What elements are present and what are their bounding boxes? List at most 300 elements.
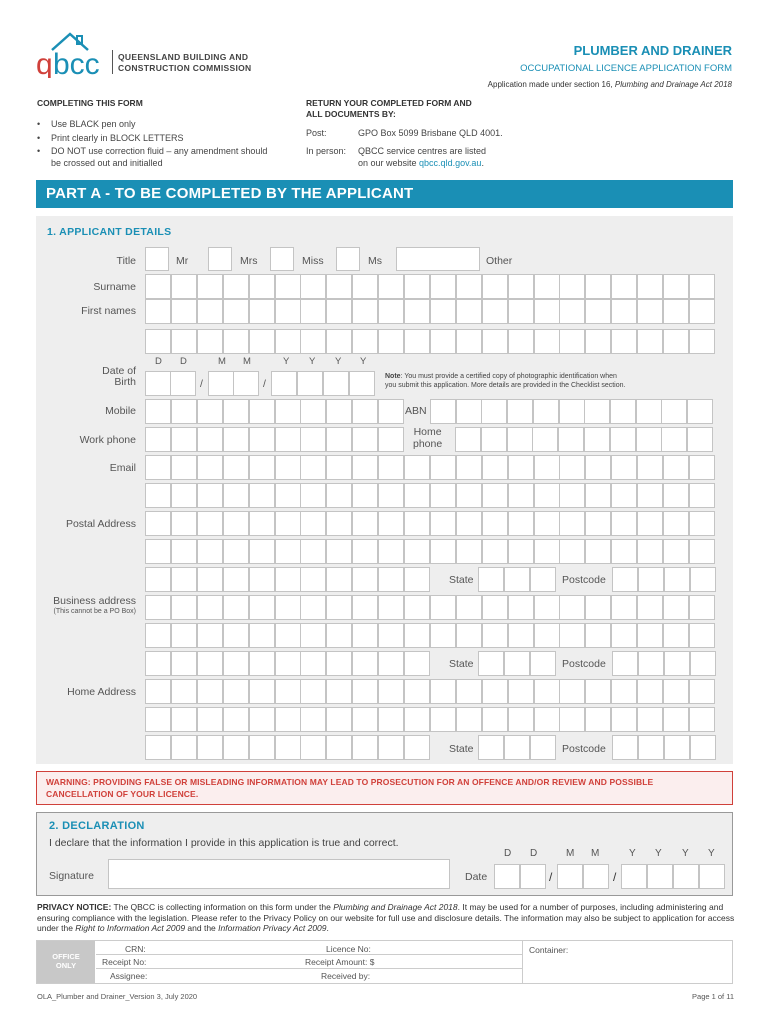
business-address-char-box[interactable] (663, 595, 689, 620)
home-address-char-box[interactable] (197, 735, 223, 760)
first-names-char-box[interactable] (508, 329, 534, 354)
business-address-char-box[interactable] (223, 623, 249, 648)
home-state-box[interactable] (478, 735, 504, 760)
abn-char-box[interactable] (559, 399, 585, 424)
postal-address-char-box[interactable] (249, 539, 275, 564)
home-address-char-box[interactable] (300, 679, 326, 704)
postal-address-char-box[interactable] (275, 567, 301, 592)
abn-char-box[interactable] (687, 399, 713, 424)
abn-char-box[interactable] (507, 399, 533, 424)
work-phone-char-box[interactable] (197, 427, 223, 452)
surname-char-box[interactable] (611, 274, 637, 299)
email-char-box[interactable] (559, 483, 585, 508)
postal-address-char-box[interactable] (637, 539, 663, 564)
title-other-field[interactable] (396, 247, 480, 271)
postal-address-char-box[interactable] (171, 567, 197, 592)
surname-char-box[interactable] (482, 274, 508, 299)
email-char-box[interactable] (249, 483, 275, 508)
first-names-char-box[interactable] (456, 329, 482, 354)
postal-address-char-box[interactable] (482, 511, 508, 536)
home-address-char-box[interactable] (430, 679, 456, 704)
email-char-box[interactable] (585, 483, 611, 508)
work-phone-char-box[interactable] (223, 427, 249, 452)
surname-char-box[interactable] (300, 274, 326, 299)
postal-address-char-box[interactable] (223, 511, 249, 536)
work-phone-char-box[interactable] (275, 427, 301, 452)
business-address-char-box[interactable] (197, 595, 223, 620)
business-address-char-box[interactable] (223, 595, 249, 620)
home-address-char-box[interactable] (534, 707, 560, 732)
business-address-char-box[interactable] (171, 623, 197, 648)
dob-month-box[interactable] (233, 371, 259, 396)
email-char-box[interactable] (456, 455, 482, 480)
first-names-char-box[interactable] (249, 329, 275, 354)
first-names-char-box[interactable] (326, 329, 352, 354)
business-address-char-box[interactable] (249, 651, 275, 676)
email-char-box[interactable] (637, 483, 663, 508)
surname-char-box[interactable] (534, 274, 560, 299)
first-names-char-box[interactable] (430, 299, 456, 324)
mobile-char-box[interactable] (326, 399, 352, 424)
home-address-char-box[interactable] (378, 735, 404, 760)
first-names-char-box[interactable] (197, 299, 223, 324)
surname-char-box[interactable] (404, 274, 430, 299)
email-char-box[interactable] (508, 483, 534, 508)
dob-month-box[interactable] (208, 371, 234, 396)
dob-year-box[interactable] (323, 371, 349, 396)
home-address-char-box[interactable] (145, 679, 171, 704)
postal-address-char-box[interactable] (145, 539, 171, 564)
home-address-char-box[interactable] (275, 707, 301, 732)
postal-address-char-box[interactable] (300, 567, 326, 592)
first-names-char-box[interactable] (223, 329, 249, 354)
email-char-box[interactable] (404, 455, 430, 480)
postal-address-char-box[interactable] (456, 511, 482, 536)
postal-postcode-box[interactable] (638, 567, 664, 592)
business-address-char-box[interactable] (249, 595, 275, 620)
abn-char-box[interactable] (430, 399, 456, 424)
home-phone-char-box[interactable] (661, 427, 687, 452)
home-address-char-box[interactable] (300, 707, 326, 732)
business-address-char-box[interactable] (404, 623, 430, 648)
first-names-char-box[interactable] (585, 329, 611, 354)
email-char-box[interactable] (663, 455, 689, 480)
business-address-char-box[interactable] (689, 623, 715, 648)
email-char-box[interactable] (689, 483, 715, 508)
dob-day-box[interactable] (170, 371, 196, 396)
postal-address-char-box[interactable] (249, 567, 275, 592)
business-address-char-box[interactable] (197, 623, 223, 648)
postal-address-char-box[interactable] (430, 539, 456, 564)
title-miss-checkbox[interactable] (270, 247, 294, 271)
business-address-char-box[interactable] (197, 651, 223, 676)
business-address-char-box[interactable] (326, 595, 352, 620)
email-char-box[interactable] (404, 483, 430, 508)
home-address-char-box[interactable] (326, 735, 352, 760)
home-address-char-box[interactable] (378, 707, 404, 732)
email-char-box[interactable] (611, 483, 637, 508)
business-address-char-box[interactable] (223, 651, 249, 676)
home-phone-char-box[interactable] (532, 427, 558, 452)
declaration-year-box[interactable] (699, 864, 725, 889)
postal-address-char-box[interactable] (663, 511, 689, 536)
business-address-char-box[interactable] (559, 595, 585, 620)
postal-address-char-box[interactable] (559, 539, 585, 564)
business-address-char-box[interactable] (378, 651, 404, 676)
abn-char-box[interactable] (533, 399, 559, 424)
first-names-char-box[interactable] (689, 299, 715, 324)
postal-address-char-box[interactable] (275, 539, 301, 564)
email-char-box[interactable] (197, 483, 223, 508)
home-address-char-box[interactable] (585, 707, 611, 732)
mobile-char-box[interactable] (378, 399, 404, 424)
first-names-char-box[interactable] (275, 329, 301, 354)
postal-address-char-box[interactable] (223, 567, 249, 592)
surname-char-box[interactable] (508, 274, 534, 299)
business-postcode-box[interactable] (664, 651, 690, 676)
surname-char-box[interactable] (637, 274, 663, 299)
qbcc-website-link[interactable]: qbcc.qld.gov.au (419, 157, 482, 168)
business-address-char-box[interactable] (637, 623, 663, 648)
business-address-char-box[interactable] (482, 623, 508, 648)
home-address-char-box[interactable] (637, 679, 663, 704)
home-address-char-box[interactable] (275, 679, 301, 704)
postal-address-char-box[interactable] (378, 567, 404, 592)
email-char-box[interactable] (275, 455, 301, 480)
postal-address-char-box[interactable] (352, 567, 378, 592)
postal-address-char-box[interactable] (249, 511, 275, 536)
surname-char-box[interactable] (585, 274, 611, 299)
postal-address-char-box[interactable] (559, 511, 585, 536)
business-address-char-box[interactable] (145, 595, 171, 620)
home-address-char-box[interactable] (456, 679, 482, 704)
email-char-box[interactable] (430, 483, 456, 508)
business-address-char-box[interactable] (508, 623, 534, 648)
home-address-char-box[interactable] (585, 679, 611, 704)
business-address-char-box[interactable] (508, 595, 534, 620)
postal-address-char-box[interactable] (275, 511, 301, 536)
business-address-char-box[interactable] (300, 623, 326, 648)
declaration-year-box[interactable] (647, 864, 673, 889)
first-names-char-box[interactable] (663, 299, 689, 324)
email-char-box[interactable] (585, 455, 611, 480)
work-phone-char-box[interactable] (326, 427, 352, 452)
first-names-char-box[interactable] (300, 329, 326, 354)
home-address-char-box[interactable] (611, 707, 637, 732)
first-names-char-box[interactable] (249, 299, 275, 324)
first-names-char-box[interactable] (637, 329, 663, 354)
first-names-char-box[interactable] (404, 299, 430, 324)
home-address-char-box[interactable] (326, 679, 352, 704)
business-address-char-box[interactable] (611, 595, 637, 620)
home-state-box[interactable] (504, 735, 530, 760)
home-address-char-box[interactable] (404, 735, 430, 760)
home-postcode-box[interactable] (612, 735, 638, 760)
dob-day-box[interactable] (145, 371, 171, 396)
postal-address-char-box[interactable] (585, 539, 611, 564)
surname-char-box[interactable] (352, 274, 378, 299)
email-char-box[interactable] (689, 455, 715, 480)
first-names-char-box[interactable] (171, 299, 197, 324)
business-address-char-box[interactable] (171, 595, 197, 620)
postal-address-char-box[interactable] (326, 539, 352, 564)
home-address-char-box[interactable] (663, 679, 689, 704)
email-char-box[interactable] (456, 483, 482, 508)
business-address-char-box[interactable] (378, 595, 404, 620)
business-address-char-box[interactable] (352, 595, 378, 620)
work-phone-char-box[interactable] (145, 427, 171, 452)
work-phone-char-box[interactable] (300, 427, 326, 452)
business-address-char-box[interactable] (300, 595, 326, 620)
first-names-char-box[interactable] (637, 299, 663, 324)
business-address-char-box[interactable] (275, 651, 301, 676)
home-address-char-box[interactable] (171, 679, 197, 704)
email-char-box[interactable] (378, 455, 404, 480)
email-char-box[interactable] (326, 483, 352, 508)
postal-address-char-box[interactable] (404, 567, 430, 592)
surname-char-box[interactable] (145, 274, 171, 299)
business-address-char-box[interactable] (585, 623, 611, 648)
first-names-char-box[interactable] (404, 329, 430, 354)
mobile-char-box[interactable] (275, 399, 301, 424)
abn-char-box[interactable] (481, 399, 507, 424)
email-char-box[interactable] (482, 455, 508, 480)
first-names-char-box[interactable] (482, 299, 508, 324)
mobile-char-box[interactable] (249, 399, 275, 424)
home-postcode-box[interactable] (690, 735, 716, 760)
email-char-box[interactable] (637, 455, 663, 480)
business-address-char-box[interactable] (585, 595, 611, 620)
home-address-char-box[interactable] (456, 707, 482, 732)
email-char-box[interactable] (611, 455, 637, 480)
home-postcode-box[interactable] (664, 735, 690, 760)
home-address-char-box[interactable] (171, 707, 197, 732)
home-phone-char-box[interactable] (455, 427, 481, 452)
home-address-char-box[interactable] (689, 707, 715, 732)
home-address-char-box[interactable] (249, 707, 275, 732)
work-phone-char-box[interactable] (249, 427, 275, 452)
postal-address-char-box[interactable] (689, 539, 715, 564)
home-address-char-box[interactable] (249, 679, 275, 704)
email-char-box[interactable] (663, 483, 689, 508)
surname-char-box[interactable] (456, 274, 482, 299)
postal-state-box[interactable] (478, 567, 504, 592)
first-names-char-box[interactable] (611, 329, 637, 354)
home-address-char-box[interactable] (223, 735, 249, 760)
home-address-char-box[interactable] (352, 707, 378, 732)
postal-postcode-box[interactable] (612, 567, 638, 592)
home-phone-char-box[interactable] (687, 427, 713, 452)
surname-char-box[interactable] (171, 274, 197, 299)
home-address-char-box[interactable] (404, 679, 430, 704)
business-address-char-box[interactable] (249, 623, 275, 648)
postal-state-box[interactable] (504, 567, 530, 592)
postal-address-char-box[interactable] (352, 511, 378, 536)
postal-address-char-box[interactable] (145, 567, 171, 592)
postal-address-char-box[interactable] (430, 511, 456, 536)
email-char-box[interactable] (171, 483, 197, 508)
first-names-char-box[interactable] (430, 329, 456, 354)
home-address-char-box[interactable] (508, 679, 534, 704)
home-address-char-box[interactable] (326, 707, 352, 732)
email-char-box[interactable] (508, 455, 534, 480)
postal-address-char-box[interactable] (456, 539, 482, 564)
home-phone-char-box[interactable] (584, 427, 610, 452)
first-names-char-box[interactable] (378, 299, 404, 324)
home-address-char-box[interactable] (559, 679, 585, 704)
surname-char-box[interactable] (663, 274, 689, 299)
email-char-box[interactable] (171, 455, 197, 480)
email-char-box[interactable] (300, 483, 326, 508)
email-char-box[interactable] (223, 455, 249, 480)
first-names-char-box[interactable] (352, 329, 378, 354)
business-address-char-box[interactable] (689, 595, 715, 620)
postal-postcode-box[interactable] (664, 567, 690, 592)
work-phone-char-box[interactable] (352, 427, 378, 452)
business-state-box[interactable] (504, 651, 530, 676)
postal-address-char-box[interactable] (171, 539, 197, 564)
email-char-box[interactable] (249, 455, 275, 480)
postal-address-char-box[interactable] (145, 511, 171, 536)
business-state-box[interactable] (530, 651, 556, 676)
home-address-char-box[interactable] (145, 707, 171, 732)
email-char-box[interactable] (326, 455, 352, 480)
email-char-box[interactable] (378, 483, 404, 508)
home-postcode-box[interactable] (638, 735, 664, 760)
declaration-day-box[interactable] (494, 864, 520, 889)
postal-address-char-box[interactable] (326, 511, 352, 536)
surname-char-box[interactable] (275, 274, 301, 299)
first-names-char-box[interactable] (663, 329, 689, 354)
postal-address-char-box[interactable] (300, 539, 326, 564)
business-address-char-box[interactable] (352, 651, 378, 676)
first-names-char-box[interactable] (171, 329, 197, 354)
email-char-box[interactable] (223, 483, 249, 508)
first-names-char-box[interactable] (534, 299, 560, 324)
postal-address-char-box[interactable] (689, 511, 715, 536)
business-address-char-box[interactable] (456, 595, 482, 620)
mobile-char-box[interactable] (223, 399, 249, 424)
home-address-char-box[interactable] (482, 707, 508, 732)
postal-address-char-box[interactable] (508, 511, 534, 536)
email-char-box[interactable] (145, 455, 171, 480)
email-char-box[interactable] (300, 455, 326, 480)
postal-postcode-box[interactable] (690, 567, 716, 592)
work-phone-char-box[interactable] (171, 427, 197, 452)
postal-address-char-box[interactable] (378, 539, 404, 564)
business-address-char-box[interactable] (145, 623, 171, 648)
surname-char-box[interactable] (326, 274, 352, 299)
abn-char-box[interactable] (456, 399, 482, 424)
home-state-box[interactable] (530, 735, 556, 760)
business-address-char-box[interactable] (275, 595, 301, 620)
business-address-char-box[interactable] (482, 595, 508, 620)
first-names-char-box[interactable] (585, 299, 611, 324)
abn-char-box[interactable] (636, 399, 662, 424)
home-address-char-box[interactable] (352, 735, 378, 760)
surname-char-box[interactable] (378, 274, 404, 299)
postal-address-char-box[interactable] (352, 539, 378, 564)
home-address-char-box[interactable] (223, 679, 249, 704)
home-address-char-box[interactable] (637, 707, 663, 732)
declaration-month-box[interactable] (583, 864, 609, 889)
home-phone-char-box[interactable] (610, 427, 636, 452)
home-address-char-box[interactable] (223, 707, 249, 732)
first-names-char-box[interactable] (559, 329, 585, 354)
declaration-day-box[interactable] (520, 864, 546, 889)
surname-char-box[interactable] (689, 274, 715, 299)
work-phone-char-box[interactable] (378, 427, 404, 452)
business-address-char-box[interactable] (171, 651, 197, 676)
mobile-char-box[interactable] (197, 399, 223, 424)
email-char-box[interactable] (559, 455, 585, 480)
first-names-char-box[interactable] (326, 299, 352, 324)
mobile-char-box[interactable] (300, 399, 326, 424)
home-phone-char-box[interactable] (481, 427, 507, 452)
dob-year-box[interactable] (297, 371, 323, 396)
abn-char-box[interactable] (584, 399, 610, 424)
email-char-box[interactable] (275, 483, 301, 508)
first-names-char-box[interactable] (559, 299, 585, 324)
home-address-char-box[interactable] (559, 707, 585, 732)
business-address-char-box[interactable] (430, 595, 456, 620)
surname-char-box[interactable] (559, 274, 585, 299)
declaration-year-box[interactable] (673, 864, 699, 889)
email-char-box[interactable] (197, 455, 223, 480)
declaration-year-box[interactable] (621, 864, 647, 889)
first-names-char-box[interactable] (611, 299, 637, 324)
mobile-char-box[interactable] (145, 399, 171, 424)
postal-address-char-box[interactable] (611, 539, 637, 564)
postal-state-box[interactable] (530, 567, 556, 592)
home-address-char-box[interactable] (689, 679, 715, 704)
email-char-box[interactable] (430, 455, 456, 480)
first-names-char-box[interactable] (145, 329, 171, 354)
home-phone-char-box[interactable] (558, 427, 584, 452)
first-names-char-box[interactable] (300, 299, 326, 324)
postal-address-char-box[interactable] (171, 511, 197, 536)
postal-address-char-box[interactable] (482, 539, 508, 564)
home-address-char-box[interactable] (482, 679, 508, 704)
postal-address-char-box[interactable] (197, 567, 223, 592)
business-address-char-box[interactable] (559, 623, 585, 648)
business-address-char-box[interactable] (611, 623, 637, 648)
home-address-char-box[interactable] (404, 707, 430, 732)
business-postcode-box[interactable] (690, 651, 716, 676)
postal-address-char-box[interactable] (197, 539, 223, 564)
postal-address-char-box[interactable] (404, 539, 430, 564)
surname-char-box[interactable] (249, 274, 275, 299)
home-phone-char-box[interactable] (507, 427, 533, 452)
postal-address-char-box[interactable] (534, 511, 560, 536)
first-names-char-box[interactable] (456, 299, 482, 324)
first-names-char-box[interactable] (482, 329, 508, 354)
postal-address-char-box[interactable] (223, 539, 249, 564)
abn-char-box[interactable] (661, 399, 687, 424)
postal-address-char-box[interactable] (326, 567, 352, 592)
email-char-box[interactable] (352, 455, 378, 480)
signature-field[interactable] (108, 859, 450, 889)
home-address-char-box[interactable] (378, 679, 404, 704)
first-names-char-box[interactable] (352, 299, 378, 324)
home-address-char-box[interactable] (534, 679, 560, 704)
business-address-char-box[interactable] (430, 623, 456, 648)
postal-address-char-box[interactable] (611, 511, 637, 536)
business-address-char-box[interactable] (300, 651, 326, 676)
email-char-box[interactable] (482, 483, 508, 508)
title-ms-checkbox[interactable] (336, 247, 360, 271)
surname-char-box[interactable] (430, 274, 456, 299)
